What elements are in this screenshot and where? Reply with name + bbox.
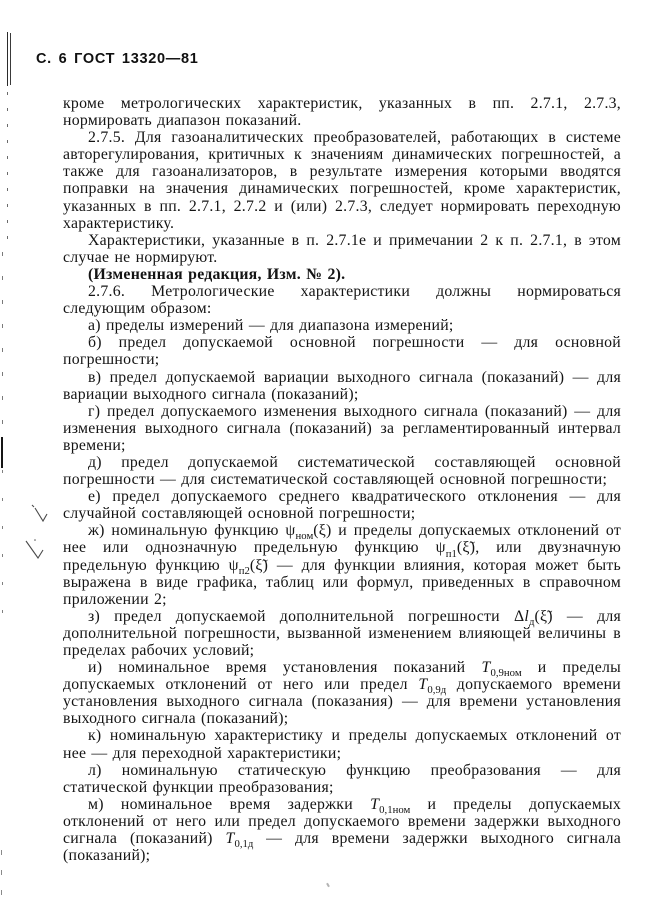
left-edge-line-artifact — [10, 33, 11, 85]
paragraph: г) предел допускаемого изменения выходного сигнала (показаний) — для изменения выходного сигнала (показаний) за регламентированный интервал времени; — [63, 402, 621, 454]
left-edge-dotted-artifact — [1, 850, 2, 900]
paragraph: л) номинальную статическую функцию преобразования — для статической функции преобразования; — [63, 761, 621, 796]
paragraph: в) предел допускаемой вариации выходного сигнала (показаний) — для вариации выходного сигнала (показаний); — [63, 368, 621, 403]
paragraph: з) предел допускаемой дополнительной погрешности $\Delta l_д(\xĩ)$ — для дополнительной погрешности, вызванной изменением влияющей величины в пределах рабочих условий; — [63, 607, 622, 659]
paragraph: Характеристики, указанные в п. 2.7.1е и примечании 2 к п. 2.7.1, в этом случае не нормируют. — [63, 231, 621, 266]
pencil-check-mark-icon — [25, 538, 44, 563]
paragraph: (Измененная редакция, Изм. № 2). — [88, 265, 346, 283]
paragraph: и) номинальное время установления показаний $T_{0,9ном}$ и пределы допускаемых отклонений от него или предел $T_{0,9д}$ допускаемого времени установления выходного сигнала (показания) — для времени установления выходного сигнала (показаний); — [63, 659, 621, 728]
left-edge-dotted-artifact — [2, 252, 3, 434]
paragraph: м) номинальное время задержки $T_{0,1ном}$ и пределы допускаемых отклонений от него или предел допускаемого времени задержки выходного сигнала (показаний) $T_{0,1д}$ — для времени задержки выходного сигнала (показаний); — [63, 795, 621, 865]
paragraph: е) предел допускаемого среднего квадратического отклонения — для случайной составляющей основной погрешности; — [63, 488, 621, 523]
left-edge-dotted-artifact — [7, 92, 8, 250]
paragraph: 2.7.6. Метрологические характеристики должны нормироваться следующим образом: — [63, 283, 621, 318]
paragraph: кроме метрологических характеристик, указанных в пп. 2.7.1, 2.7.3, нормировать диапазон показаний. — [63, 95, 621, 130]
left-edge-dotted-artifact — [2, 470, 3, 635]
left-edge-line-artifact — [1, 437, 3, 468]
pencil-check-mark-icon — [31, 504, 48, 525]
paragraph: а) пределы измерений — для диапазона измерений; — [88, 317, 454, 335]
scan-speck-artifact — [326, 883, 330, 887]
paragraph: д) предел допускаемой систематической составляющей основной погрешности — для систематической составляющей основной погрешности; — [63, 453, 621, 489]
paragraph: б) предел допускаемой основной погрешности — для основной погрешности; — [63, 334, 621, 369]
left-edge-line-artifact — [7, 32, 8, 86]
paragraph: ж) номинальную функцию $\psi_{ном}(\xi)$ и пределы допускаемых отклонений от нее или однозначную предельную функцию $\psi_{п1}(\xĩ)$, или двузначную предельную функцию $\psi_{п2}(\xĩ)$ — для функции влияния, которая может быть выражена в виде графика, таблиц или формул, приведенных в справочном приложении 2; — [63, 522, 621, 608]
paragraph: к) номинальную характеристику и пределы допускаемых отклонений от нее — для переходной характеристики; — [63, 727, 621, 762]
document-body — [63, 95, 621, 864]
page-header: С. 6 ГОСТ 13320—81 — [36, 51, 199, 67]
paragraph: 2.7.5. Для газоаналитических преобразователей, работающих в системе авторегулирования, критичных к значениям динамических погрешностей, а также для газоанализаторов, в результате измерения которыми вводятся поправки на значения динамических погрешностей, кроме характеристик, указанных в пп. 2.7.1, 2.7.2 и (или) 2.7.3, следует нормировать переходную характеристику. — [63, 129, 621, 232]
